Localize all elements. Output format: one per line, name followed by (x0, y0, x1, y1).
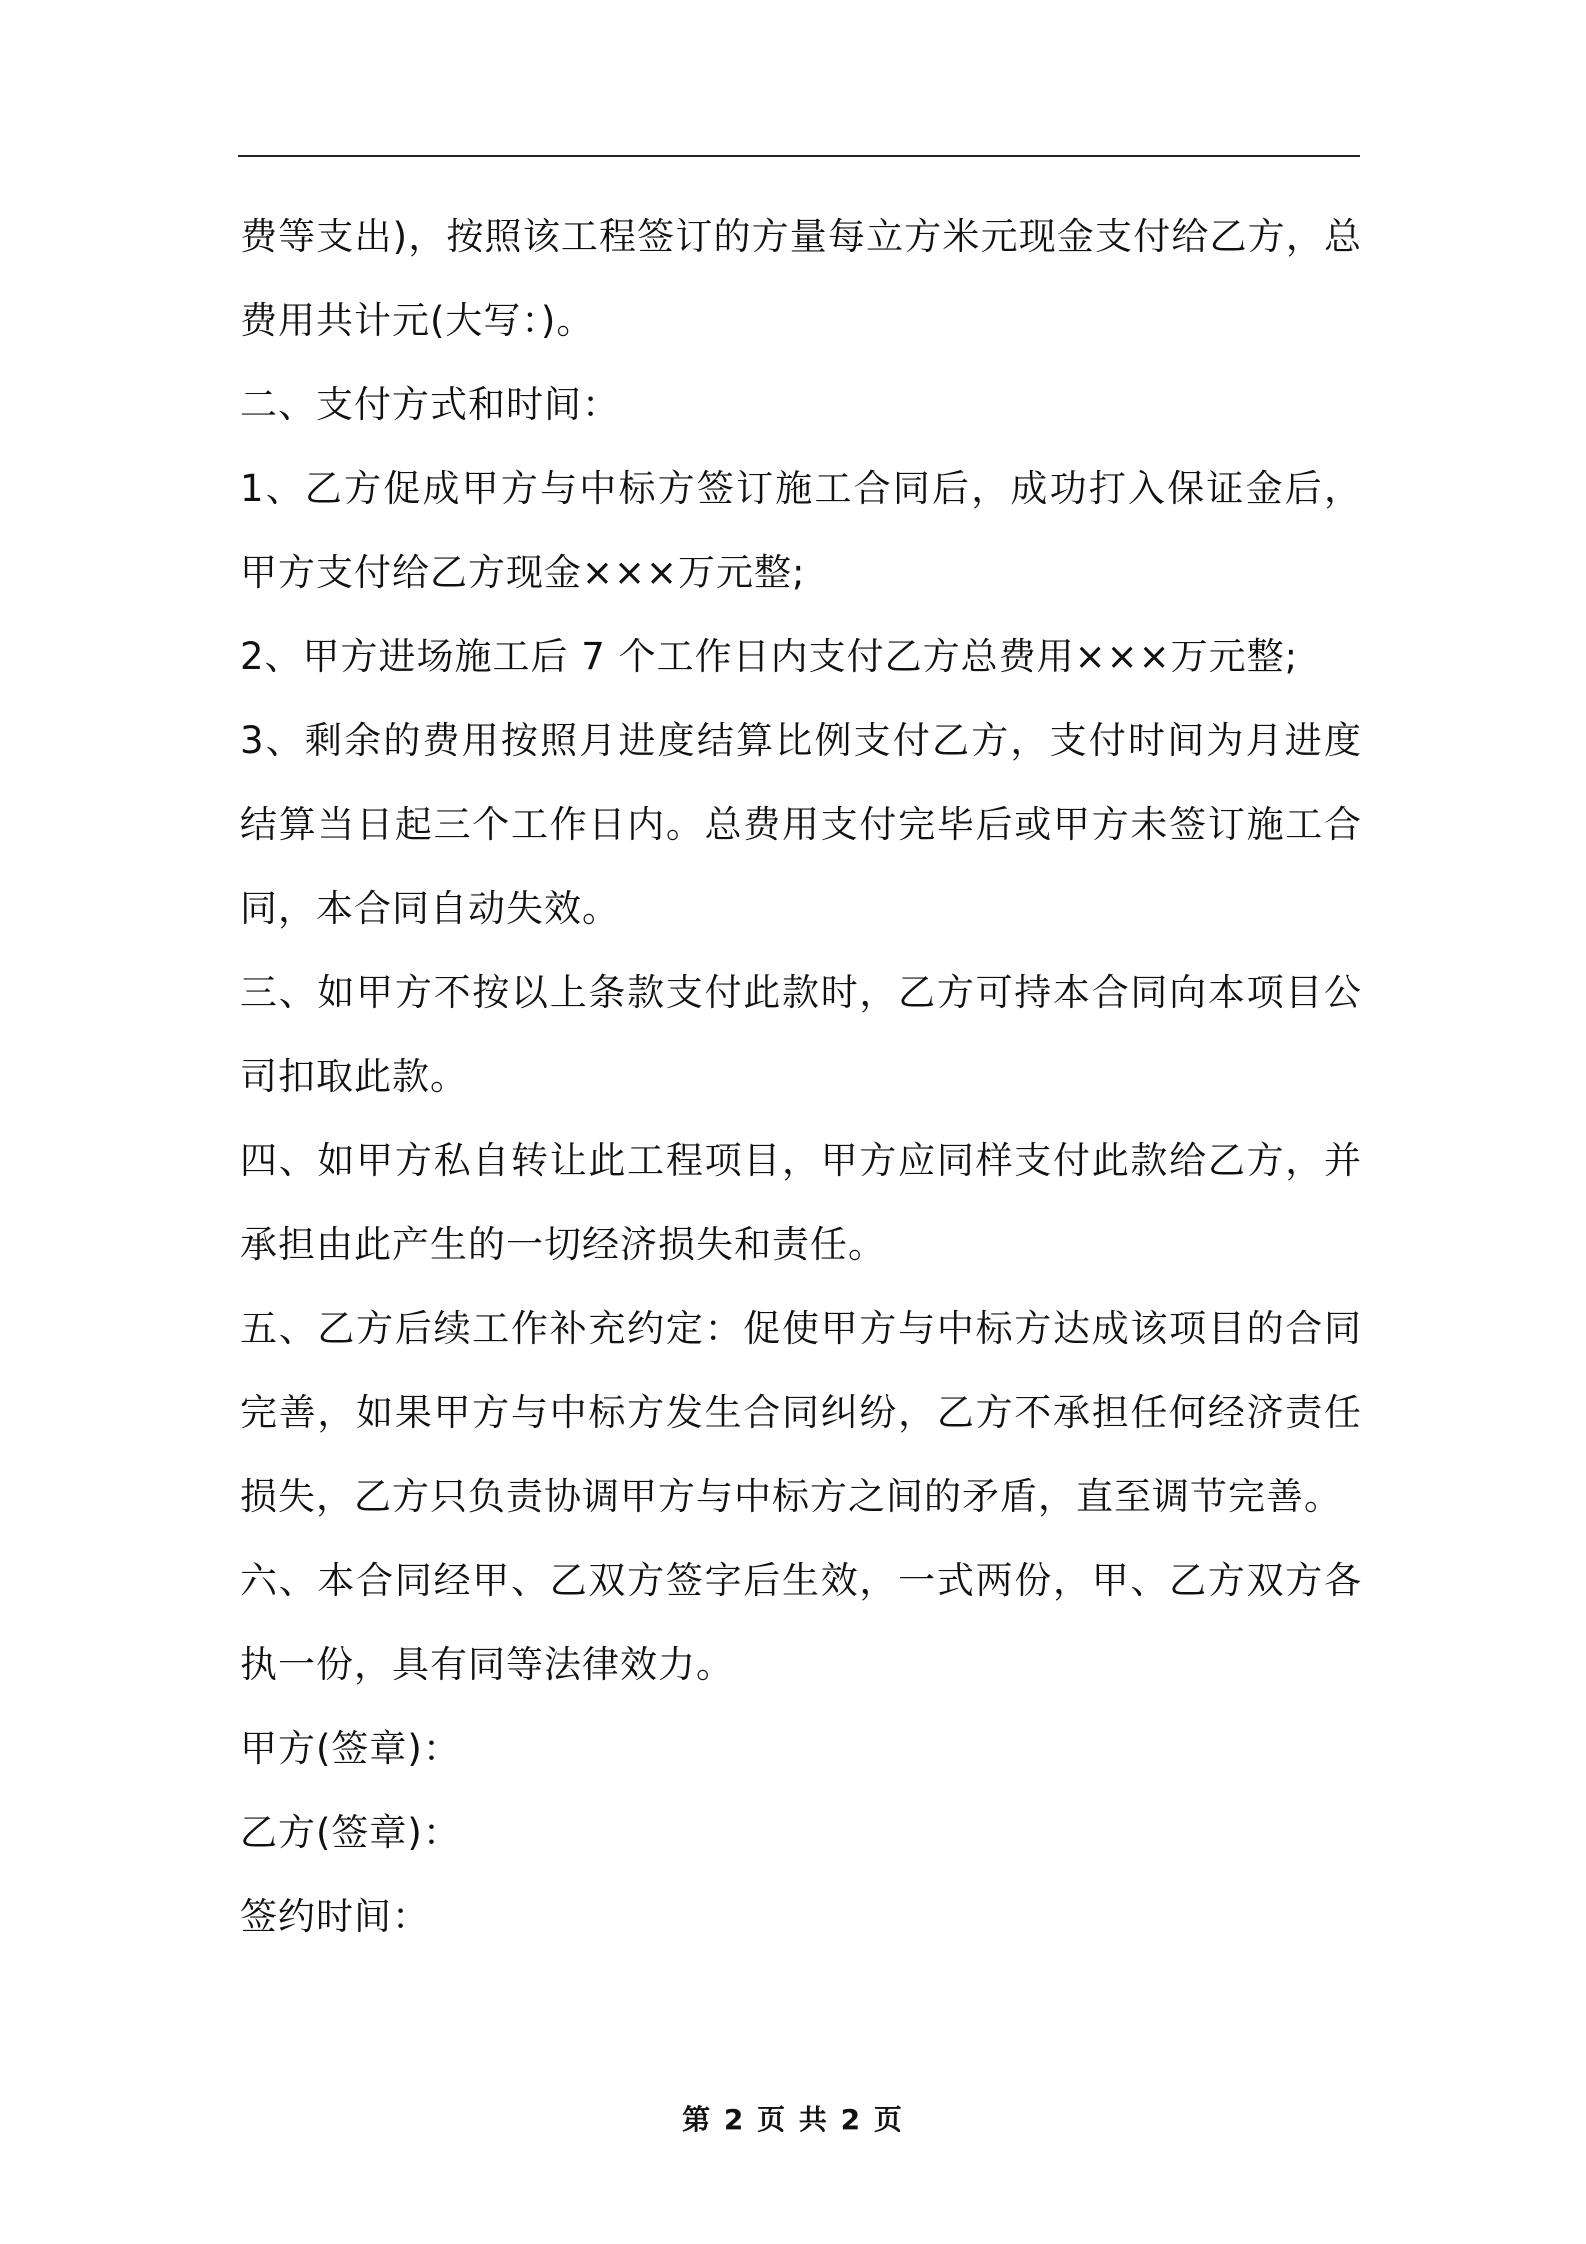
document-body (240, 195, 1362, 1959)
paragraph-payment-amount: 费等支出)，按照该工程签订的方量每立方米元现金支付给乙方，总费用共计元(大写：)。 (240, 215, 1362, 342)
signature-date: 签约时间： (240, 1895, 430, 1938)
section-4: 四、如甲方私自转让此工程项目，甲方应同样支付此款给乙方，并承担由此产生的一切经济损失和责任。 (240, 1139, 1362, 1266)
clause-2: 2、甲方进场施工后 7 个工作日内支付乙方总费用×××万元整; (240, 635, 1299, 678)
section-heading-payment-method: 二、支付方式和时间： (240, 383, 620, 426)
section-5: 五、乙方后续工作补充约定：促使甲方与中标方达成该项目的合同完善，如果甲方与中标方发生合同纠纷，乙方不承担任何经济责任损失，乙方只负责协调甲方与中标方之间的矛盾，直至调节完善。 (240, 1307, 1362, 1518)
clause-1: 1、乙方促成甲方与中标方签订施工合同后，成功打入保证金后，甲方支付给乙方现金×××万元整; (240, 467, 1362, 594)
page-number-footer: 第 2 页 共 2 页 (682, 2103, 904, 2136)
signature-party-b: 乙方(签章)： (240, 1811, 461, 1854)
clause-3: 3、剩余的费用按照月进度结算比例支付乙方，支付时间为月进度结算当日起三个工作日内。总费用支付完毕后或甲方未签订施工合同，本合同自动失效。 (240, 719, 1362, 930)
signature-party-a: 甲方(签章)： (240, 1727, 461, 1770)
section-6: 六、本合同经甲、乙双方签字后生效，一式两份，甲、乙方双方各执一份，具有同等法律效力。 (240, 1559, 1362, 1686)
header-divider (238, 155, 1360, 157)
section-3: 三、如甲方不按以上条款支付此款时，乙方可持本合同向本项目公司扣取此款。 (240, 971, 1362, 1098)
